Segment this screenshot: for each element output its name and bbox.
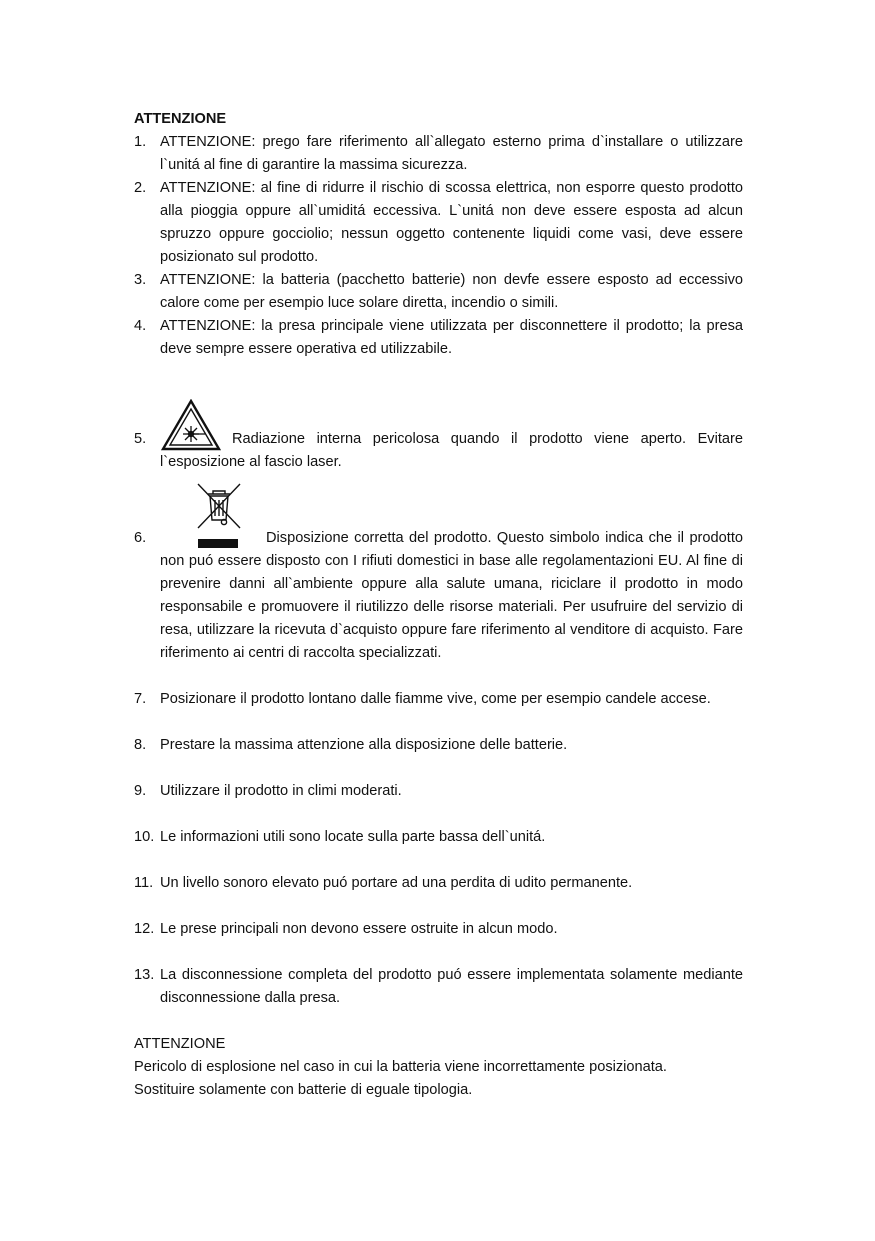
document-page [134, 108, 743, 1102]
item-number: 1. [134, 134, 147, 150]
item-number: 3. [134, 272, 147, 288]
item-number: 6. [134, 530, 147, 546]
footer-line: Sostituire solamente con batterie di eguale tipologia. [134, 1082, 473, 1098]
item-text: Le prese principali non devono essere ostruite in alcun modo. [160, 921, 558, 937]
item-text: Un livello sonoro elevato puó portare ad una perdita di udito permanente. [160, 875, 633, 891]
item-number: 7. [134, 691, 147, 707]
item-number: 5. [134, 431, 147, 447]
list-item [134, 269, 743, 315]
item-text: Disposizione corretta del prodotto. Questo simbolo indica che il prodotto [266, 530, 743, 546]
footer-line: Pericolo di esplosione nel caso in cui la batteria viene incorrettamente posizionata. [134, 1059, 667, 1075]
list-item [134, 131, 743, 177]
item-number: 11. [134, 875, 154, 891]
item-number: 8. [134, 737, 147, 753]
item-text: Posizionare il prodotto lontano dalle fiamme vive, come per esempio candele accese. [160, 691, 711, 707]
item-text: Prestare la massima attenzione alla disposizione delle batterie. [160, 737, 568, 753]
list-item-weee [134, 482, 743, 665]
item-text: non puó essere disposto con I rifiuti domestici in base alle regolamentazioni EU. Al fine di prevenire danni all`ambiente oppure alla salute umana, riciclare il prodotto in modo responsabile e promuovere il riutilizzo delle risorse materiali. Per usufruire del servizio di resa, utilizzare la ricevuta d`acquisto oppure fare riferimento al venditore di acquisto. Fare riferimento ai centri di raccolta specializzati. [160, 553, 743, 661]
item-text: ATTENZIONE: la presa principale viene utilizzata per disconnettere il prodotto; la presa deve sempre essere operativa ed utilizzabile. [160, 318, 743, 357]
list-item [134, 964, 743, 1010]
list-item [134, 688, 743, 711]
battery-warning [134, 1033, 743, 1102]
item-text: ATTENZIONE: la batteria (pacchetto batterie) non devfe essere esposto ad eccessivo calore come per esempio luce solare diretta, incendio o simili. [160, 272, 743, 311]
item-number: 12. [134, 921, 155, 937]
footer-title: ATTENZIONE [134, 1036, 226, 1052]
list-item [134, 918, 743, 941]
item-number: 9. [134, 783, 147, 799]
item-text: ATTENZIONE: prego fare riferimento all`allegato esterno prima d`installare o utilizzare l`unitá al fine di garantire la massima sicurezza. [160, 134, 743, 173]
item-number: 10. [134, 829, 155, 845]
section-heading: ATTENZIONE [134, 111, 227, 127]
weee-line [160, 482, 743, 550]
item-text: l`esposizione al fascio laser. [160, 454, 342, 470]
list-item [134, 872, 743, 895]
item-number: 4. [134, 318, 147, 334]
item-text: Radiazione interna pericolosa quando il prodotto viene aperto. Evitare [232, 431, 743, 447]
list-item [134, 780, 743, 803]
warning-list [134, 131, 743, 1010]
list-item [134, 826, 743, 849]
item-text: Le informazioni utili sono locate sulla parte bassa dell`unitá. [160, 829, 546, 845]
list-item [134, 177, 743, 269]
item-text: ATTENZIONE: al fine di ridurre il rischio di scossa elettrica, non esporre questo prodotto alla pioggia oppure all`umiditá eccessiva. L`unitá non deve essere esposta ad alcun spruzzo oppure gocciolio; nessun oggetto contenente liquidi come vasi, deve essere posizionato sul prodotto. [160, 180, 743, 265]
list-item [134, 315, 743, 361]
weee-underbar [198, 539, 238, 548]
item-text: La disconnessione completa del prodotto puó essere implementata solamente mediante disconnessione dalla presa. [160, 967, 743, 1006]
list-item-laser [134, 399, 743, 474]
item-number: 2. [134, 180, 147, 196]
laser-line [160, 399, 743, 451]
item-number: 13. [134, 967, 155, 983]
laser-warning-icon [160, 399, 222, 451]
crossed-out-wheelie-bin-icon [196, 482, 242, 530]
list-item [134, 734, 743, 757]
item-text: Utilizzare il prodotto in climi moderati. [160, 783, 402, 799]
